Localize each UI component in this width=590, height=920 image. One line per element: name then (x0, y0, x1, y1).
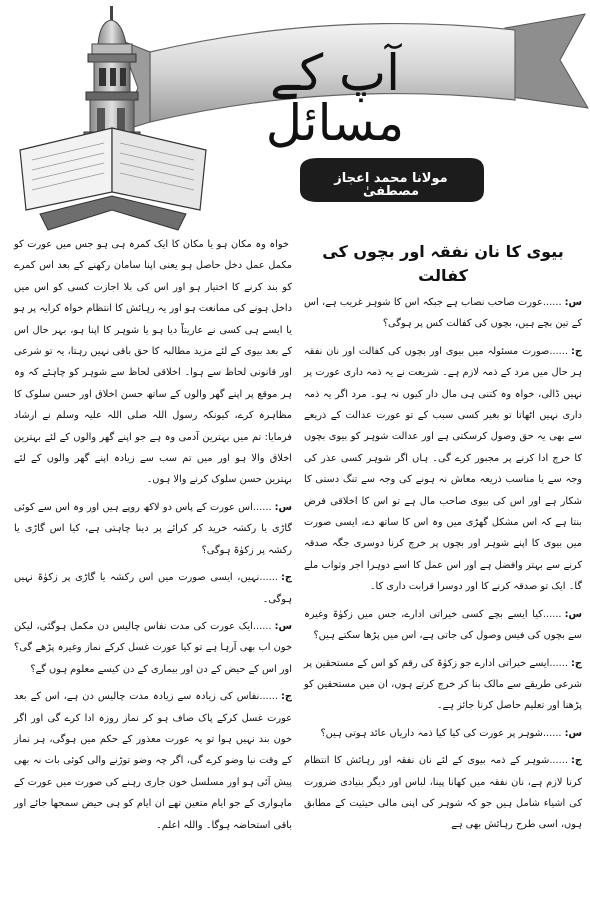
qa-text: ......کیا ایسے بچے کسی خیراتی ادارے، جس میں زکوٰۃ وغیرہ سے بچوں کی فیس وصول کی جاتی ہے، اس میں پڑھا سکتے ہیں؟ (304, 608, 582, 642)
qa-paragraph (304, 750, 582, 836)
book-icon (20, 128, 206, 230)
qa-marker: ج: (571, 345, 582, 357)
qa-paragraph (14, 567, 292, 610)
qa-paragraph (304, 341, 582, 598)
qa-text: ......ایک عورت کی مدت نفاس چالیس دن مکمل ہوگئی، لیکن خون اب بھی آرہا ہے تو کیا عورت غسل کرکے نماز وغیرہ پڑھے گی؟ اور اس کے حیض کے دن اور بیماری کے دن کیسے معلوم ہوں گے؟ (14, 620, 292, 675)
qa-text: ......نفاس کی زیادہ سے زیادہ مدت چالیس دن ہے، اس کے بعد عورت غسل کرکے پاک صاف ہو کر نماز روزہ ادا کرے گی اور اگر خون بند نہیں ہوا تو یہ عورت معذور کے حکم میں ہوگی، ہر نماز کے وقت نیا وضو کرے گی، اگر چہ وضو توڑنے والی کوئی بات نہ بھی پیش آئی ہو اور مسلسل خون جاری رہنے کی صورت میں عورت کے ماہواری کے جو ایام متعین تھے ان ایام کو ہی حیض سمجھا جائے اور باقی استحاضہ ہوگا۔ واللہ اعلم۔ (14, 691, 292, 831)
qa-paragraph (304, 604, 582, 647)
qa-text: ......صورت مسئولہ میں بیوی اور بچوں کی کفالت اور نان نفقہ ہر حال میں مرد کے ذمہ لازم ہے۔ شریعت نے یہ ذمہ داری عورت پر نہیں ڈالی، خواہ وہ کتنی ہی مال دار کیوں نہ ہو۔ مرد اگر یہ ذمہ داری نہیں اٹھاتا تو بغیر کسی سبب کے تو عورت عدالت کے ذریعے سے بھی یہ حق وصول کرسکتی ہے اور عدالت شوہر کو بیوی بچوں کا خرچ ادا کرنے پر مجبور کرے گی۔ ہاں اگر شوہر کسی عذر کی وجہ سے یا مناسب ذریعہ معاش نہ ہونے کی وجہ سے تنگ دستی کا شکار ہے اور اس کی بیوی صاحب مال ہے تو اس کا اخلاقی فرض بنتا ہے کہ اس مشکل گھڑی میں وہ اس کا ساتھ دے، ایسی صورت میں بیوی کا اپنے شوہر اور بچوں پر خرچ کرنا دوسری جگہ صدقہ کرنے سے بہتر وافضل ہے اور اس عمل کا اسے دوہرا اجر وثواب ملے گا۔ ایک تو صدقہ کرنے کا اور دوسرا قرابت داری کا۔ (304, 345, 582, 593)
qa-paragraph (304, 723, 582, 744)
qa-paragraph (304, 653, 582, 717)
article-column-left (14, 234, 292, 842)
article-column-right (304, 234, 582, 842)
author-name: مولانا محمد اعجاز مصطفیٰ (334, 171, 448, 199)
qa-text: ......شوہر کے ذمہ بیوی کے لئے نان نفقہ اور رہائش کا انتظام کرنا لازم ہے، نان نفقہ میں کھانا پینا، لباس اور دیگر بنیادی ضرورت کی اشیاء شامل ہیں جو کہ شوہر کی اپنی مالی حیثیت کے مطابق ہوں، اسی طرح رہائش بھی ہے (304, 755, 582, 831)
qa-marker: س: (564, 297, 582, 308)
qa-marker: س: (564, 608, 582, 620)
qa-marker: ج: (281, 691, 292, 703)
qa-text: خواہ وہ مکان ہو یا مکان کا ایک کمرہ ہی ہو جس میں عورت کو مکمل عمل دخل حاصل ہو یعنی اپنا سامان رکھنے کے بعد اس کمرے کو بند کرنے کا اختیار ہو اور اس کی بلا اجازت کسی کو اس میں داخل ہونے کی ممانعت ہو اور یہ رہائش کا انتظام خواہ کرایہ پر ہو یا ایسے ہی کسی نے عاریتاً دیا ہو یا شوہر کا اپنا ہو، بہر حال اس کے بعد بیوی کے لئے مزید مطالبہ کا حق باقی نہیں رہتا، یہ تو شرعی اور قانونی لحاظ سے ہوا۔ اخلاقی لحاظ سے شوہر کو چاہئے کہ وہ ہر موقع پر اپنے گھر والوں کے ساتھ حسن اخلاق اور حسن سلوک کا مظاہرہ کرے، کیونکہ رسول اللہ صلی اللہ علیہ وسلم نے ارشاد فرمایا: تم میں بہترین آدمی وہ ہے جو اپنے گھر والوں کے لئے بہترین اخلاق والا ہو اور میں تم سب سے زیادہ اپنے گھر والوں کے لئے بہترین حسن سلوک کرنے والا ہوں۔ (14, 239, 292, 486)
qa-marker: ج: (281, 572, 292, 584)
qa-paragraph (14, 616, 292, 680)
qa-text: ......شوہر پر عورت کی کیا کیا ذمہ داریاں عائد ہوتی ہیں؟ (320, 727, 562, 739)
qa-text: ......نہیں، ایسی صورت میں اس رکشہ یا گاڑی پر زکوٰۃ نہیں ہوگی۔ (14, 572, 292, 605)
qa-text: ......ایسے خیراتی ادارے جو زکوٰۃ کی رقم کو اس کے مستحقین پر شرعی طریقے سے مالک بنا کر خرچ کرتے ہوں، ان میں مستحقین کو پڑھنا اور تعلیم حاصل کرنا جائز ہے۔ (304, 657, 582, 712)
qa-marker: س: (274, 620, 292, 632)
page-title: آپ کے مسائل (265, 44, 405, 152)
qa-marker: ج: (571, 755, 582, 767)
qa-paragraph (14, 234, 292, 491)
qa-marker: ج: (571, 657, 582, 669)
header-banner (0, 0, 590, 232)
qa-paragraph (14, 686, 292, 836)
qa-text: ......اس عورت کے پاس دو لاکھ روپے ہیں اور وہ اس سے کوئی گاڑی یا رکشہ خرید کر کرائے پر دینا چاہتی ہے، کیا اس گاڑی یا رکشہ پر زکوٰۃ ہوگی؟ (14, 501, 292, 556)
qa-marker: س: (274, 501, 292, 513)
qa-paragraph (304, 292, 582, 335)
qa-paragraph (14, 497, 292, 561)
qa-marker: س: (564, 727, 582, 739)
qa-text: ......عورت صاحب نصاب ہے جبکہ اس کا شوہر غریب ہے، اس کے تین بچے ہیں، بچوں کی کفالت کس پر ہوگی؟ (304, 297, 582, 330)
article-headline: بیوی کا نان نفقہ اور بچوں کی کفالت (322, 242, 564, 285)
